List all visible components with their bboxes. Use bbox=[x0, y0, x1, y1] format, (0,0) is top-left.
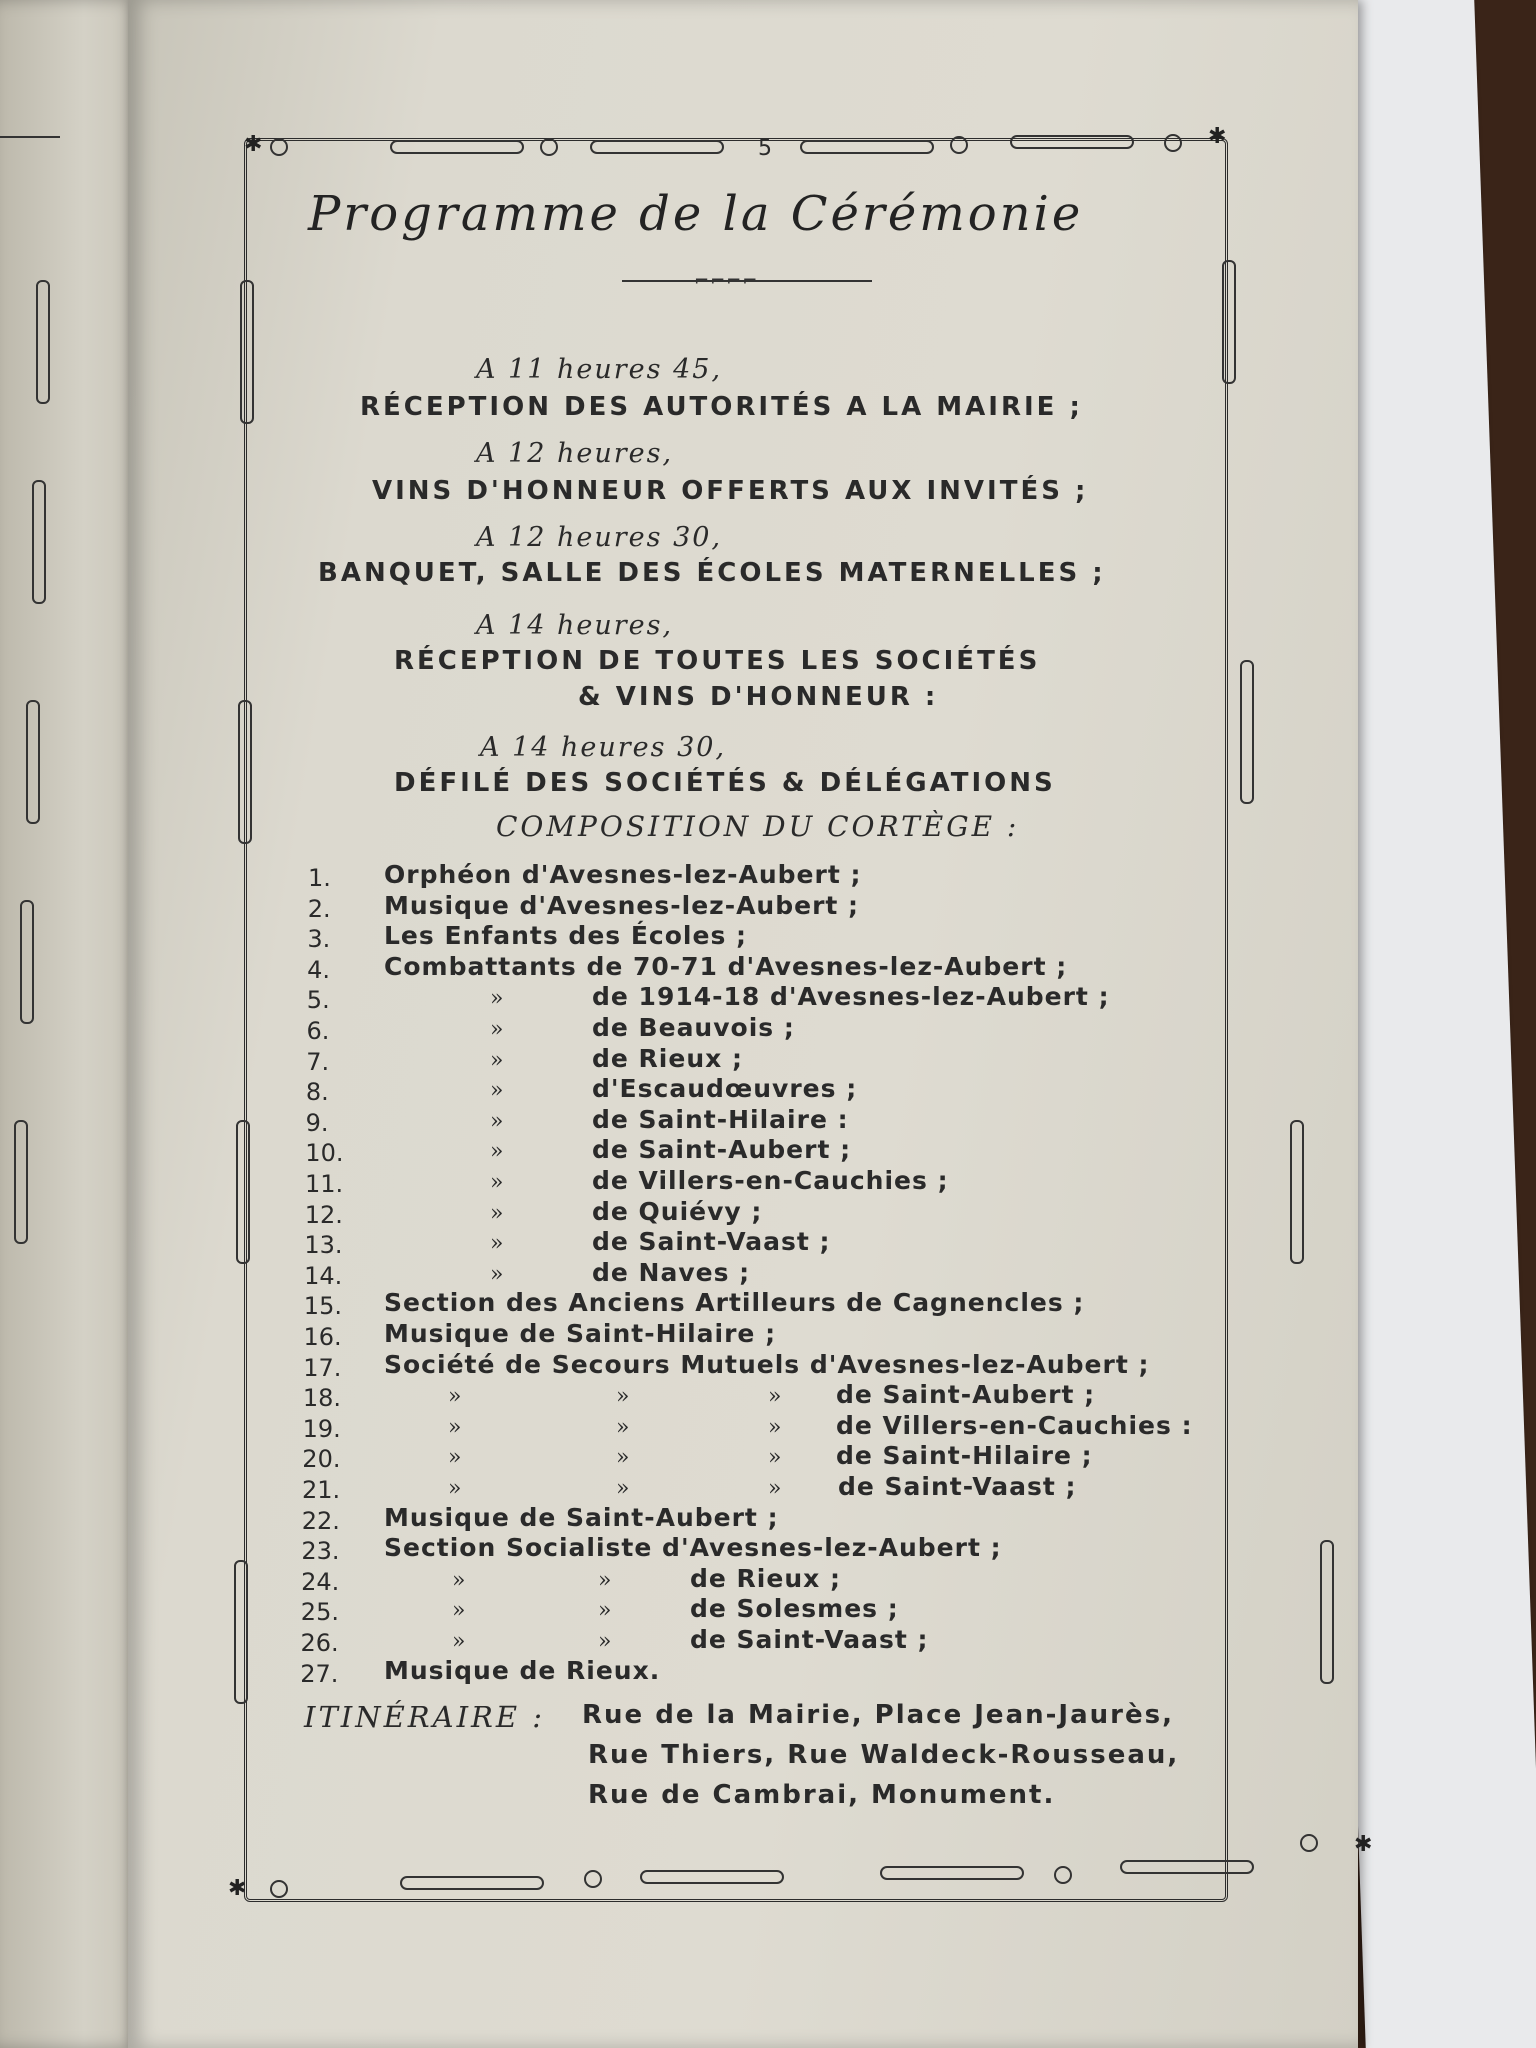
ditto-mark: » bbox=[490, 1139, 504, 1165]
ditto-mark: » bbox=[490, 1170, 504, 1195]
cortege-entry: de Saint-Hilaire : bbox=[592, 1104, 849, 1134]
frame-chain-segment bbox=[1010, 135, 1134, 149]
frame-ring bbox=[1300, 1834, 1318, 1852]
cortege-number: 26. bbox=[300, 1629, 339, 1657]
facing-page-chain bbox=[26, 700, 40, 824]
cortege-number: 13. bbox=[304, 1231, 343, 1260]
cortege-entry: de Saint-Vaast ; bbox=[592, 1227, 831, 1257]
frame-ring bbox=[270, 138, 288, 156]
corner-star-icon: ✱ bbox=[1208, 124, 1227, 149]
frame-chain-segment bbox=[800, 140, 934, 154]
schedule-event: DÉFILÉ DES SOCIÉTÉS & DÉLÉGATIONS bbox=[394, 768, 1056, 798]
ditto-mark: » bbox=[490, 986, 504, 1012]
schedule-time: A 12 heures 30, bbox=[476, 522, 723, 553]
cortege-entry: de Saint-Hilaire ; bbox=[836, 1441, 1093, 1471]
page-title: Programme de la Cérémonie bbox=[308, 186, 1084, 242]
frame-chain-segment bbox=[236, 1120, 250, 1264]
cortege-number: 9. bbox=[305, 1108, 329, 1137]
cortege-entry: de Rieux ; bbox=[592, 1043, 743, 1073]
cortege-number: 10. bbox=[305, 1139, 344, 1168]
cortege-entry: de Beauvois ; bbox=[592, 1013, 795, 1042]
facing-page-chain bbox=[36, 280, 50, 404]
itinerary-line: Rue de Cambrai, Monument. bbox=[588, 1780, 1056, 1810]
schedule-time: A 14 heures, bbox=[476, 610, 674, 641]
frame-ring bbox=[950, 136, 968, 154]
ditto-mark: » bbox=[598, 1567, 612, 1593]
frame-chain-segment bbox=[1120, 1860, 1254, 1874]
frame-chain-segment bbox=[880, 1866, 1024, 1880]
cortege-number: 11. bbox=[305, 1170, 344, 1198]
schedule-time: A 11 heures 45, bbox=[476, 354, 723, 385]
facing-page-border bbox=[0, 136, 60, 150]
ditto-mark: » bbox=[616, 1414, 630, 1440]
frame-chain-segment bbox=[240, 280, 254, 424]
itinerary-label: ITINÉRAIRE : bbox=[304, 1700, 546, 1734]
ditto-mark: » bbox=[598, 1629, 612, 1654]
frame-chain-segment bbox=[1320, 1540, 1334, 1684]
ditto-mark: » bbox=[768, 1384, 782, 1410]
corner-star-icon: ✱ bbox=[1354, 1832, 1373, 1857]
cortege-entry: Orphéon d'Avesnes-lez-Aubert ; bbox=[384, 860, 862, 889]
cortege-number: 19. bbox=[302, 1414, 341, 1443]
facing-page-chain bbox=[14, 1120, 28, 1244]
cortege-entry: de Villers-en-Cauchies : bbox=[836, 1410, 1193, 1440]
schedule-event: & VINS D'HONNEUR : bbox=[578, 682, 939, 712]
cortege-number: 6. bbox=[306, 1017, 330, 1045]
itinerary-line: Rue Thiers, Rue Waldeck-Rousseau, bbox=[588, 1740, 1180, 1770]
cortege-number: 1. bbox=[308, 864, 331, 892]
cortege-number: 4. bbox=[307, 955, 330, 984]
facing-page-chain bbox=[20, 900, 34, 1024]
cortege-number: 18. bbox=[302, 1384, 342, 1413]
frame-chain-segment bbox=[1222, 260, 1236, 384]
schedule-event: VINS D'HONNEUR OFFERTS AUX INVITÉS ; bbox=[372, 476, 1089, 506]
ditto-mark: » bbox=[768, 1414, 782, 1440]
schedule-time: A 14 heures 30, bbox=[480, 732, 727, 763]
facing-page bbox=[0, 0, 140, 2048]
cortege-entry: Musique de Rieux. bbox=[384, 1655, 661, 1685]
ditto-mark: » bbox=[452, 1598, 466, 1624]
frame-ring bbox=[270, 1880, 288, 1898]
cortege-number: 2. bbox=[307, 894, 331, 923]
cortege-entry: de 1914-18 d'Avesnes-lez-Aubert ; bbox=[592, 982, 1110, 1012]
cortege-number: 17. bbox=[303, 1353, 342, 1382]
cortege-entry: de Solesmes ; bbox=[690, 1594, 899, 1624]
cortege-entry: Musique de Saint-Hilaire ; bbox=[384, 1319, 777, 1348]
cortege-entry: Les Enfants des Écoles ; bbox=[384, 921, 748, 951]
itinerary-line: Rue de la Mairie, Place Jean-Jaurès, bbox=[582, 1700, 1174, 1730]
ditto-mark: » bbox=[448, 1384, 462, 1410]
frame-chain-segment bbox=[390, 140, 524, 154]
cortege-number: 24. bbox=[301, 1567, 340, 1596]
frame-ring bbox=[540, 138, 558, 156]
frame-ring bbox=[1164, 134, 1182, 152]
ditto-mark: » bbox=[616, 1445, 630, 1471]
frame-chain-segment bbox=[234, 1560, 248, 1704]
cortege-number: 8. bbox=[305, 1078, 329, 1107]
cortege-entry: de Villers-en-Cauchies ; bbox=[592, 1166, 949, 1195]
ditto-mark: » bbox=[768, 1476, 782, 1501]
cortege-entry: de Rieux ; bbox=[690, 1563, 841, 1593]
cortege-entry: Musique de Saint-Aubert ; bbox=[384, 1502, 779, 1532]
ditto-mark: » bbox=[490, 1047, 504, 1073]
ditto-mark: » bbox=[448, 1445, 462, 1471]
frame-ring bbox=[1054, 1866, 1072, 1884]
frame-chain-segment bbox=[238, 700, 252, 844]
ditto-mark: » bbox=[490, 1108, 504, 1134]
cortege-entry: de Quiévy ; bbox=[592, 1196, 763, 1226]
ditto-mark: » bbox=[452, 1629, 466, 1654]
cortege-number: 5. bbox=[306, 986, 330, 1015]
schedule-event: BANQUET, SALLE DES ÉCOLES MATERNELLES ; bbox=[318, 558, 1106, 588]
cortege-number: 22. bbox=[301, 1506, 340, 1535]
cortege-entry: Société de Secours Mutuels d'Avesnes-lez-Aubert ; bbox=[384, 1349, 1150, 1379]
frame-chain-segment bbox=[1240, 660, 1254, 804]
ditto-mark: » bbox=[448, 1476, 462, 1501]
cortege-entry: d'Escaudœuvres ; bbox=[592, 1074, 858, 1104]
cortege-number: 23. bbox=[301, 1537, 340, 1566]
ditto-mark: » bbox=[490, 1078, 504, 1104]
frame-chain-segment bbox=[640, 1870, 784, 1884]
ditto-mark: » bbox=[490, 1200, 504, 1226]
cortege-entry: de Saint-Aubert ; bbox=[836, 1380, 1096, 1410]
ditto-mark: » bbox=[616, 1384, 630, 1410]
cortege-number: 7. bbox=[306, 1047, 330, 1076]
cortege-number: 20. bbox=[302, 1445, 341, 1474]
facing-page-chain bbox=[32, 480, 46, 604]
ditto-mark: » bbox=[598, 1598, 612, 1624]
frame-ring bbox=[584, 1870, 602, 1888]
corner-star-icon: ✱ bbox=[228, 1876, 247, 1901]
corner-star-icon: ✱ bbox=[244, 132, 263, 157]
cortege-number: 12. bbox=[304, 1200, 343, 1229]
cortege-entry: de Naves ; bbox=[592, 1257, 751, 1287]
cortege-entry: de Saint-Aubert ; bbox=[592, 1135, 852, 1165]
cortege-number: 27. bbox=[300, 1659, 339, 1688]
schedule-event: RÉCEPTION DES AUTORITÉS A LA MAIRIE ; bbox=[360, 392, 1083, 422]
cortege-number: 14. bbox=[304, 1261, 343, 1290]
frame-chain-segment bbox=[400, 1876, 544, 1890]
ditto-mark: » bbox=[490, 1017, 504, 1042]
title-ornament: ⌐⌐⌐⌐ bbox=[622, 280, 872, 302]
cortege-entry: de Saint-Vaast ; bbox=[838, 1472, 1077, 1501]
schedule-time: A 12 heures, bbox=[476, 438, 674, 469]
cortege-entry: Section des Anciens Artilleurs de Cagnencles ; bbox=[384, 1288, 1085, 1318]
section-heading: COMPOSITION DU CORTÈGE : bbox=[496, 810, 1020, 843]
cortege-number: 3. bbox=[307, 925, 331, 954]
schedule-event: RÉCEPTION DE TOUTES LES SOCIÉTÉS bbox=[394, 646, 1041, 676]
cortege-number: 16. bbox=[303, 1323, 342, 1351]
frame-chain-segment bbox=[590, 140, 724, 154]
ditto-mark: » bbox=[490, 1231, 504, 1257]
cortege-number: 21. bbox=[302, 1476, 341, 1504]
frame-chain-segment bbox=[1290, 1120, 1304, 1264]
ditto-mark: » bbox=[616, 1476, 630, 1501]
ditto-mark: » bbox=[490, 1261, 504, 1287]
cortege-entry: Combattants de 70-71 d'Avesnes-lez-Aubert ; bbox=[384, 951, 1068, 981]
ditto-mark: » bbox=[768, 1445, 782, 1471]
cortege-number: 15. bbox=[303, 1292, 342, 1321]
cortege-entry: Section Socialiste d'Avesnes-lez-Aubert ; bbox=[384, 1533, 1002, 1563]
ditto-mark: » bbox=[448, 1414, 462, 1440]
cortege-number: 25. bbox=[300, 1598, 339, 1627]
ditto-mark: » bbox=[452, 1567, 466, 1593]
cortege-entry: Musique d'Avesnes-lez-Aubert ; bbox=[384, 890, 860, 920]
cortege-entry: de Saint-Vaast ; bbox=[690, 1625, 929, 1654]
page-number: 5 bbox=[758, 136, 772, 161]
